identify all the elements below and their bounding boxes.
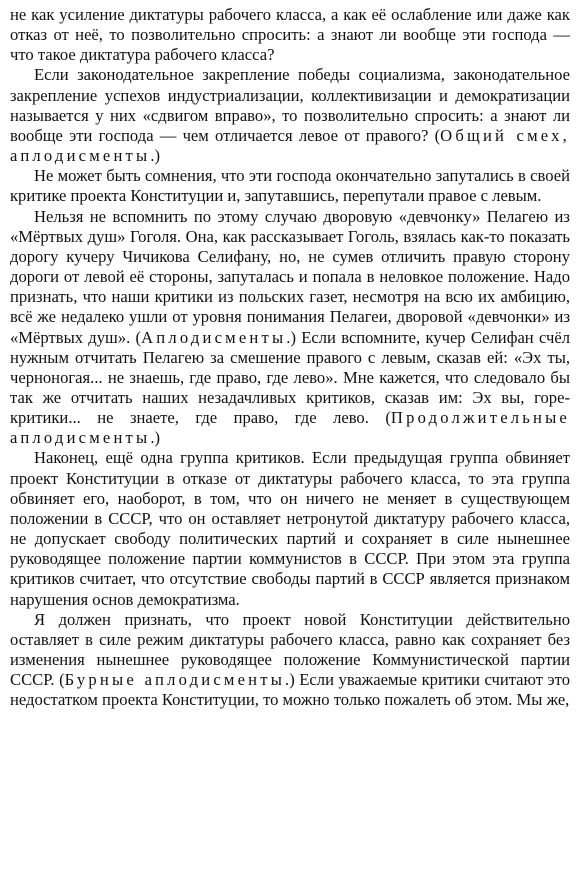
stage-remark: Продолжительные аплодисменты [10, 408, 570, 448]
paragraph [10, 610, 570, 711]
paragraph [10, 166, 570, 206]
paragraph-text: Наконец, ещё одна группа критиков. Если предыдущая группа обвиняет проект Конституции в отказе от диктатуры рабочего класса, то эта группа обвиняет его, наоборот, в том, что он ничего не меняет в существующем положении в СССР, что он оставляет нетронутой диктатуру рабочего класса, не допускает свободу политических партий и сохраняет в силе нынешнее руководящее положение партии коммунистов в СССР. При этом эта группа критиков считает, что отсутствие свободы партий в СССР является признаком нарушения основ демократизма. [10, 448, 570, 609]
paragraph-text: не как усиление диктатуры рабочего класса, а как её ослабление или даже как отказ от неё, то позволительно спросить: а знают ли вообще эти господа — что такое диктатура рабочего класса? [10, 5, 570, 65]
paragraph [10, 448, 570, 609]
paragraph-text: .) [150, 428, 161, 448]
paragraph-text: .) [150, 146, 161, 166]
paragraph-text: Если законодательное закрепление победы социализма, законодательное закрепление успехов индустриализации, коллективизации и демократизации называется у них «сдвигом вправо», то позволительно спросить: а знают ли вообще эти господа — чем отличается левое от правого? ( [10, 65, 570, 145]
paragraph [10, 65, 570, 166]
paragraph [10, 207, 570, 449]
paragraph [10, 5, 570, 65]
stage-remark: Общий смех, аплодисменты [10, 125, 570, 166]
stage-remark: Аплодисменты [141, 327, 287, 347]
paragraph-text: .) Если уважаемые критики считают это недостатком проекта Конституции, то можно только пожалеть об этом. Мы же, [10, 670, 570, 710]
stage-remark: Бурные аплодисменты [64, 670, 286, 690]
paragraph-text: .) Если вспомните, кучер Селифан счёл нужным отчитать Пелагею за смешение правого с левым, сказав ей: «Эх ты, черноногая... не знаешь, где право, где лево». Мне кажется, что следовало бы так же отчитать наших незадачливых критиков, сказав им: Эх вы, горе-критики... не знаете, где право, где лево. ( [10, 327, 570, 428]
paragraph-text: Я должен признать, что проект новой Конституции действительно оставляет в силе режим диктатуры рабочего класса, равно как сохраняет без изменения нынешнее руководящее положение Коммунистической партии СССР. ( [10, 609, 570, 690]
paragraph-text: Не может быть сомнения, что эти господа окончательно запутались в своей критике проекта Конституции и, запутавшись, перепутали правое с левым. [10, 166, 570, 206]
paragraph-text: Нельзя не вспомнить по этому случаю дворовую «девчонку» Пелагею из «Мёртвых душ» Гоголя. Она, как рассказывает Гоголь, взялась как-то показать дорогу кучеру Чичикова Селифану, но, не сумев отличить правую сторону дороги от левой её стороны, запуталась и попала в неловкое положение. Надо признать, что наши критики из польских газет, несмотря на всю их амбицию, всё же недалеко ушли от уровня понимания Пелагеи, дворовой «девчонки» из «Мёртвых душ». ( [10, 206, 570, 347]
